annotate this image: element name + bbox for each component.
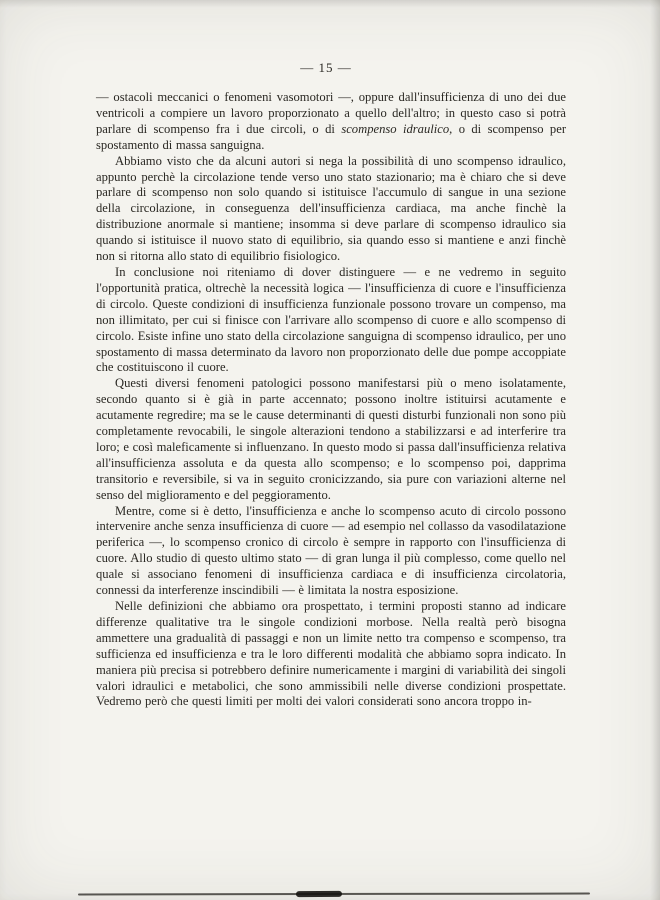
text-run: , o di scompenso per spostamento di massa sanguigna. bbox=[96, 121, 567, 152]
text-run: Abbiamo visto che da alcuni autori si nega la possibilità di uno scompenso idraulico, appunto perchè la circolazione tende verso uno stato stazionario; ma è chiaro che si deve parlare di scompenso non solo quando si istituisce l'accumulo di sangue in una sezione della circolazione, in conseguenza dell'insufficienza cardiaca, ma anche finchè la distribuzione anormale si mantiene; insomma si deve parlare di scompenso idraulico sia quando si istituisce il nuovo stato di equilibrio, sia quando esso si mantiene e anzi finchè non si ritorna allo stato di equilibrio fisiologico. bbox=[96, 153, 566, 264]
paragraph bbox=[96, 265, 566, 376]
scan-artifact-blob bbox=[296, 891, 342, 897]
paragraph bbox=[96, 504, 566, 599]
text-run: In conclusione noi riteniamo di dover distinguere — e ne vedremo in seguito l'opportunità pratica, oltrechè la necessità logica — l'insufficienza di cuore e l'insufficienza di circolo. Queste condizioni di insufficienza funzionale possono trovare un compenso, ma non illimitato, per cui si finisce con l'arrivare allo scompenso di cuore e allo scompenso di circolo. Esiste infine uno stato della circolazione sanguigna di scompenso idraulico, per uno spostamento di massa determinato da lavoro non proporzionato delle due pompe accoppiate che costituiscono il cuore. bbox=[96, 264, 566, 375]
paragraph bbox=[96, 90, 566, 154]
scan-edge-shadow-top bbox=[0, 0, 660, 8]
scan-edge-shadow-right bbox=[650, 0, 660, 900]
page-number: — 15 — bbox=[300, 60, 352, 75]
text-block bbox=[96, 90, 566, 710]
text-run: — ostacoli meccanici o fenomeni vasomotori —, oppure dall'insufficienza di uno dei due ventricoli a compiere un lavoro proporzionato a quello dell'altro; in questo caso si potrà parlare di scompenso fra i due circoli, o di bbox=[96, 90, 566, 136]
paragraph bbox=[96, 599, 566, 710]
text-run: Nelle definizioni che abbiamo ora prospettato, i termini proposti stanno ad indicare differenze qualitative tra le singole condizioni morbose. Nella realtà però bisogna ammettere una gradualità di passaggi e non un limite netto tra compenso e scompenso, tra sufficienza ed insufficienza e tra le loro differenti modalità che abbiamo sopra indicato. In maniera più precisa si potrebbero definire numericamente i margini di variabilità dei singoli valori idraulici e metabolici, che sono ammissibili nelle diverse condizioni prospettate. Vedremo però che questi limiti per molti dei valori considerati sono ancora troppo in- bbox=[96, 599, 566, 709]
paragraph bbox=[96, 376, 566, 503]
italic-term: scompenso idraulico bbox=[341, 121, 450, 136]
text-run: Questi diversi fenomeni patologici possono manifestarsi più o meno isolatamente, secondo quanto si è già in parte accennato; possono inoltre istituirsi acutamente e acutamente regredire; ma se le cause determinanti di questi disturbi funzionali non sono più completamente revocabili, le singole alterazioni tendono a stabilizzarsi e ad interferire tra loro; e così maleficamente si influenzano. In questo modo si passa dall'insufficienza relativa all'insufficienza assoluta e da questa allo scompenso; e lo scompenso poi, dapprima transitorio e reversibile, si va in seguito cronicizzando, sia pure con variazioni alterne nel senso del miglioramento e del peggioramento. bbox=[96, 376, 566, 502]
text-run: Mentre, come si è detto, l'insufficienza e anche lo scompenso acuto di circolo possono intervenire anche senza insufficienza di cuore — ad esempio nel collasso da vasodilatazione periferica —, lo scompenso cronico di circolo è sempre in rapporto con l'insufficienza di cuore. Allo studio di questo ultimo stato — di gran lunga il più complesso, come quello nel quale si associano fenomeni di insufficienza cardiaca e di insufficienza circolatoria, connessi da interferenze inscindibili — è limitata la nostra esposizione. bbox=[96, 503, 566, 598]
paragraph bbox=[96, 154, 566, 265]
